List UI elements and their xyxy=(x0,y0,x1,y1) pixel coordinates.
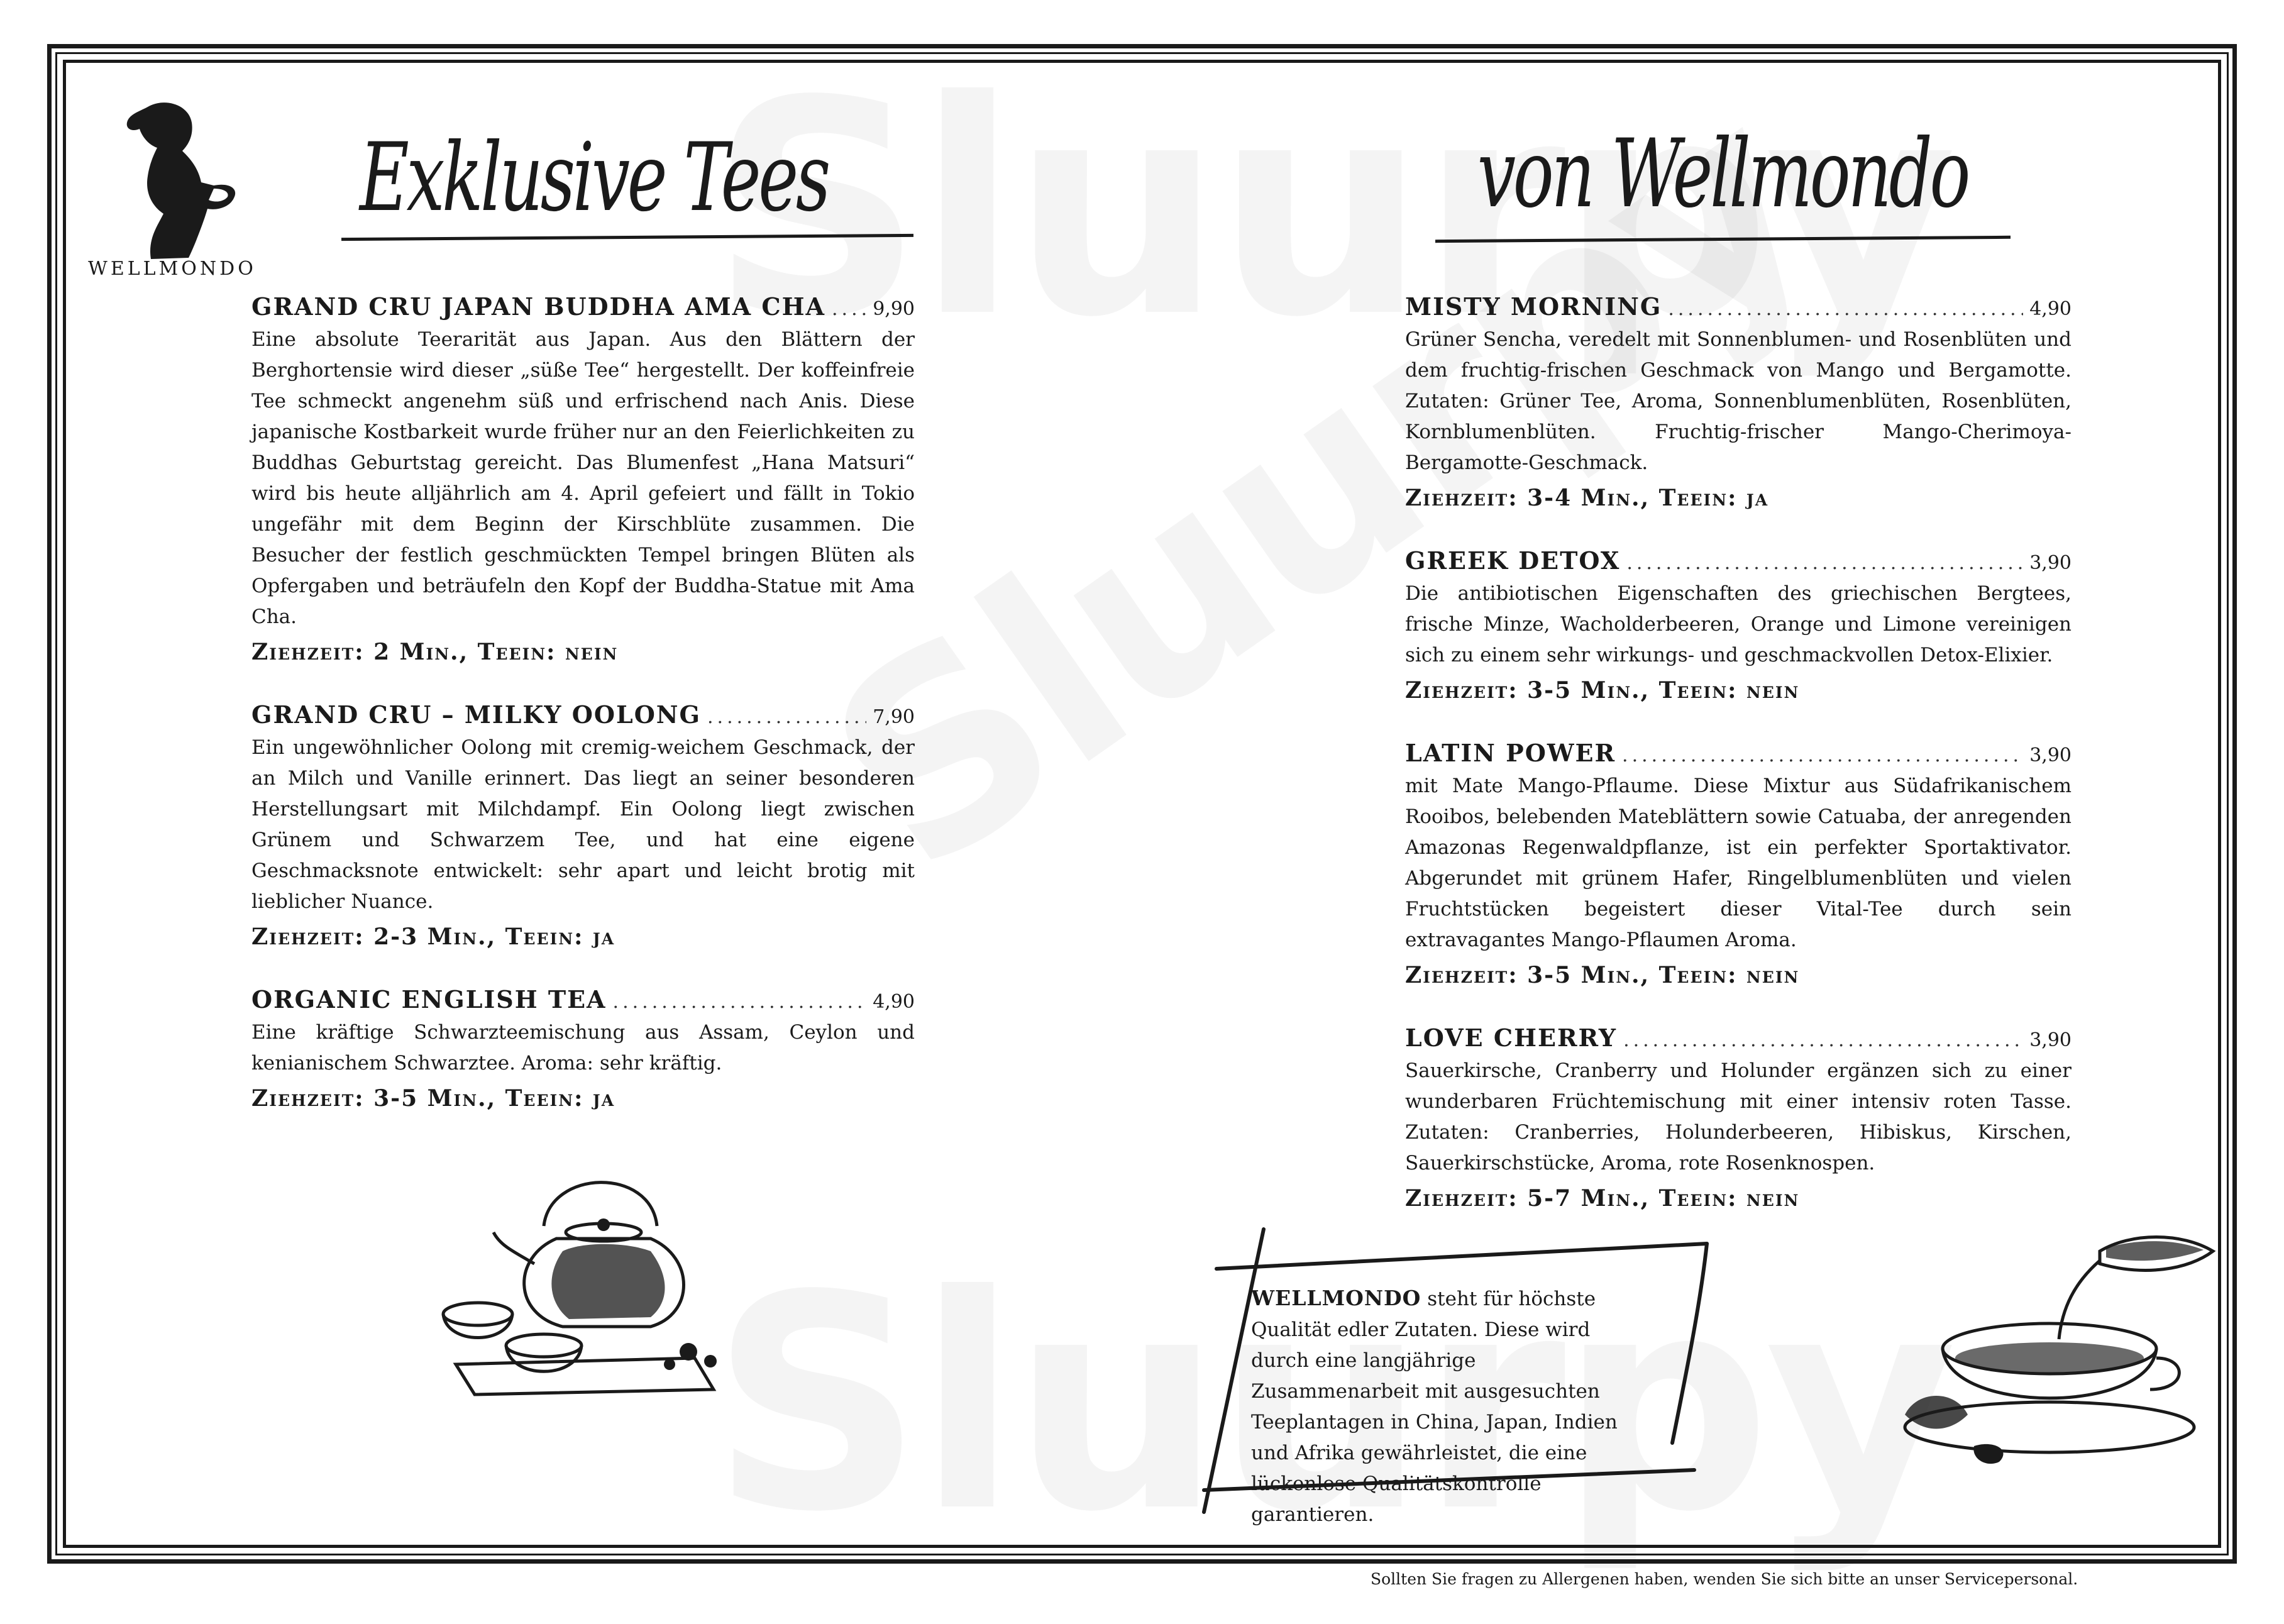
menu-item-description: Eine kräftige Schwarzteemischung aus Assam, Ceylon und kenianischem Schwarztee. Aroma: sehr kräftig. xyxy=(251,1021,915,1074)
menu-item-name: GRAND CRU – MILKY OOLONG xyxy=(251,700,701,729)
teacup-illustration-icon xyxy=(1892,1226,2219,1471)
menu-item-name: LATIN POWER xyxy=(1405,739,1616,767)
menu-item-brew-info: Ziehzeit: 2-3 Min., Teein: ja xyxy=(251,924,615,950)
menu-item-price: 3,90 xyxy=(2029,744,2072,766)
quality-brand-name: WELLMONDO xyxy=(1251,1286,1421,1310)
left-menu-column xyxy=(251,292,915,1147)
menu-item-description: Die antibiotischen Eigenschaften des griechischen Bergtees, frische Minze, Wacholderbeeren, Orange und Limone vereinigen sich zu einem sehr wirkungs- und geschmackvollen Detox-Elixier. xyxy=(1405,582,2072,666)
menu-item-header xyxy=(251,985,915,1014)
menu-item-name: ORGANIC ENGLISH TEA xyxy=(251,985,607,1014)
quality-statement xyxy=(1251,1283,1647,1530)
menu-item-brew-info: Ziehzeit: 3-5 Min., Teein: ja xyxy=(251,1085,615,1112)
menu-item-price: 3,90 xyxy=(2029,1029,2072,1051)
dot-leader xyxy=(1668,298,2023,320)
menu-item xyxy=(251,700,915,950)
dot-leader xyxy=(707,706,866,728)
dot-leader xyxy=(613,991,867,1013)
menu-item-header xyxy=(251,292,915,321)
menu-item xyxy=(1405,292,2072,511)
logo-wordmark: WELLMONDO xyxy=(88,258,257,280)
title-von-wellmondo: von Wellmondo xyxy=(1477,119,1968,229)
menu-item-header xyxy=(251,700,915,729)
menu-item xyxy=(1405,739,2072,988)
menu-item-name: GREEK DETOX xyxy=(1405,546,1621,575)
menu-item-brew-info: Ziehzeit: 2 Min., Teein: nein xyxy=(251,639,619,665)
allergen-note: Sollten Sie fragen zu Allergenen haben, wenden Sie sich bitte an unser Servicepersonal. xyxy=(1371,1570,2078,1588)
dot-leader xyxy=(1623,1029,2023,1051)
menu-item-description: mit Mate Mango-Pflaume. Diese Mixtur aus Südafrikanischem Rooibos, belebenden Mateblättern sowie Catuaba, der anregenden Amazonas Regenwaldpflanze, ist ein perfekter Sportaktivator. Abgerundet mit grünem Hafer, Ringelblumenblüten und vielen Fruchtstücken begeistert dieser Vital-Tee durch sein extravagantes Mango-Pflaumen Aroma. xyxy=(1405,775,2072,951)
menu-item-brew-info: Ziehzeit: 5-7 Min., Teein: nein xyxy=(1405,1185,1800,1212)
menu-item-header xyxy=(1405,739,2072,767)
menu-item xyxy=(251,985,915,1112)
dot-leader xyxy=(1622,744,2023,766)
menu-item-description: Sauerkirsche, Cranberry und Holunder ergänzen sich zu einer wunderbaren Früchtemischung mit einer intensiv roten Tasse. Zutaten: Cranberries, Holunderbeeren, Hibiskus, Kirschen, Sauerkirschstücke, Aroma, rote Rosenknospen. xyxy=(1405,1059,2072,1174)
menu-item-price: 3,90 xyxy=(2029,552,2072,574)
menu-item-price: 7,90 xyxy=(873,706,915,728)
menu-item-header xyxy=(1405,1024,2072,1052)
dot-leader xyxy=(1626,552,2023,574)
dot-leader xyxy=(832,298,866,320)
menu-item-header xyxy=(1405,292,2072,321)
menu-item-header xyxy=(1405,546,2072,575)
menu-item-price: 4,90 xyxy=(2029,298,2072,320)
quality-statement-box xyxy=(1251,1283,1647,1530)
right-menu-column xyxy=(1405,292,2072,1247)
menu-item-price: 4,90 xyxy=(873,991,915,1013)
menu-item-name: MISTY MORNING xyxy=(1405,292,1662,321)
menu-item-description: Eine absolute Teerarität aus Japan. Aus den Blättern der Berghortensie wird dieser „süße Tee“ hergestellt. Der koffeinfreie Tee schmeckt angenehm süß und erfrischend nach Anis. Diese japanische Kostbarkeit wurde früher nur an den Feierlichkeiten zu Buddhas Geburtstag gereicht. Das Blumenfest „Hana Matsuri“ wird bis heute alljährlich am 4. April gefeiert und fällt in Tokio ungefähr mit dem Beginn der Kirschblüte zusammen. Die Besucher der festlich geschmückten Tempel bringen Blüten als Opfergaben und beträufeln den Kopf der Buddha-Statue mit Ama Cha. xyxy=(251,328,915,628)
menu-item-name: GRAND CRU JAPAN BUDDHA AMA CHA xyxy=(251,292,826,321)
menu-item-description: Grüner Sencha, veredelt mit Sonnenblumen- und Rosenblüten und dem fruchtig-frischen Geschmack von Mango und Bergamotte. Zutaten: Grüner Tee, Aroma, Sonnenblumenblüten, Rosenblüten, Kornblumenblüten. Fruchtig-frischer Mango-Cherimoya-Bergamotte-Geschmack. xyxy=(1405,328,2072,474)
menu-item-name: LOVE CHERRY xyxy=(1405,1024,1618,1052)
menu-item-brew-info: Ziehzeit: 3-5 Min., Teein: nein xyxy=(1405,962,1800,988)
menu-item-price: 9,90 xyxy=(873,298,915,320)
quality-text: steht für höchste Qualität edler Zutaten. Diese wird durch eine langjährige Zusammenarbeit mit ausgesuchten Teeplantagen in China, Japan, Indien und Afrika gewährleistet, die eine lückenlose Qualitätskontrolle garantieren. xyxy=(1251,1288,1618,1526)
teapot-illustration-icon xyxy=(418,1157,745,1396)
title-exklusive-tees: Exklusive Tees xyxy=(360,123,828,233)
menu-item xyxy=(1405,1024,2072,1212)
menu-item xyxy=(1405,546,2072,704)
menu-item-brew-info: Ziehzeit: 3-4 Min., Teein: ja xyxy=(1405,485,1769,511)
menu-item xyxy=(251,292,915,665)
menu-item-brew-info: Ziehzeit: 3-5 Min., Teein: nein xyxy=(1405,677,1800,704)
menu-item-description: Ein ungewöhnlicher Oolong mit cremig-weichem Geschmack, der an Milch und Vanille erinnert. Das liegt an seiner besonderen Herstellungsart mit Milchdampf. Ein Oolong liegt zwischen Grünem und Schwarzem Tee, und hat eine eigene Geschmacksnote entwickelt: sehr apart und leicht brotig mit lieblicher Nuance. xyxy=(251,736,915,913)
